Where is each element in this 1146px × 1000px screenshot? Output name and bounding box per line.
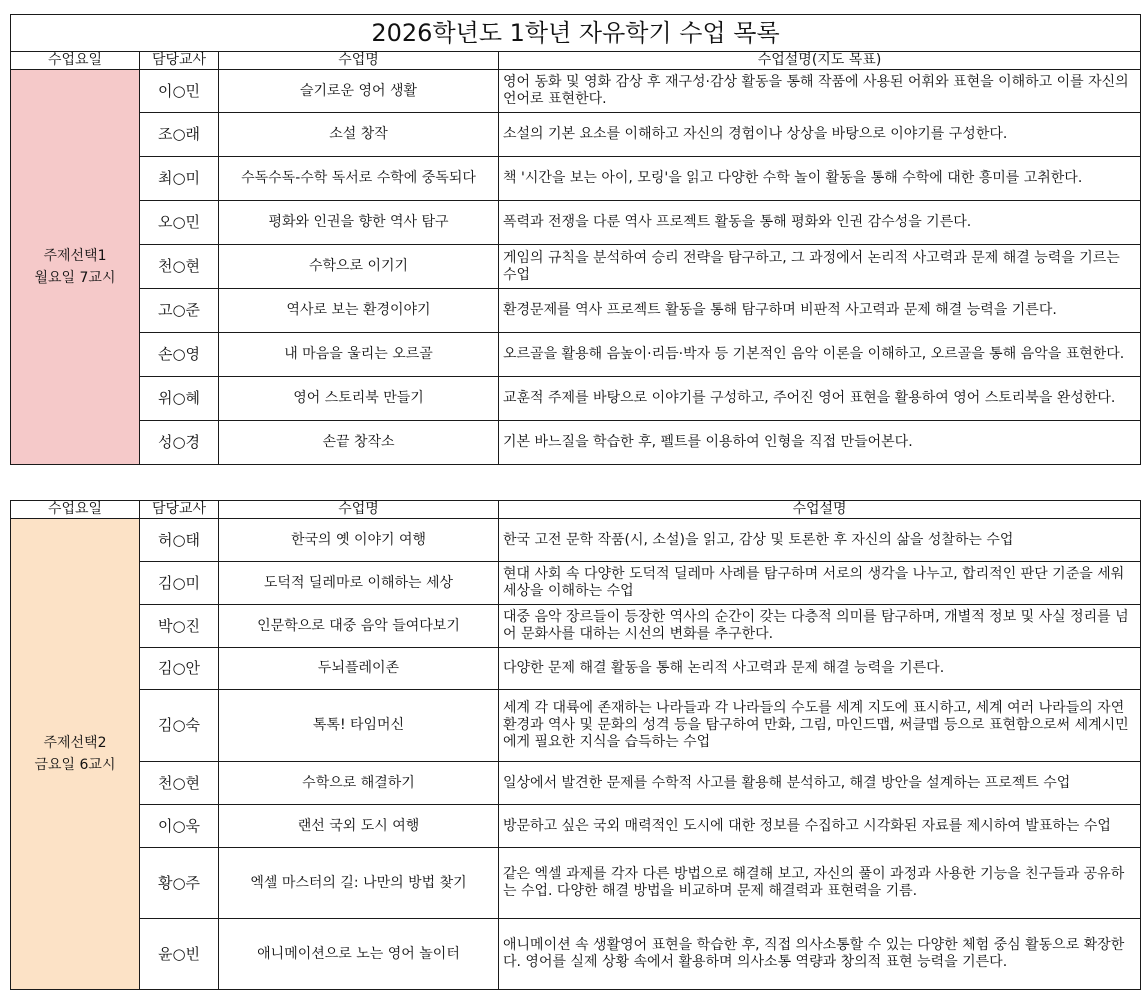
course-cell: 인문학으로 대중 음악 들여다보기 — [219, 605, 499, 648]
description-cell: 환경문제를 역사 프로젝트 활동을 통해 탐구하며 비판적 사고력과 문제 해결 능력을 기른다. — [499, 289, 1141, 333]
table-row — [11, 919, 1141, 990]
description-cell: 다양한 문제 해결 활동을 통해 논리적 사고력과 문제 해결 능력을 기른다. — [499, 648, 1141, 690]
description-cell: 애니메이션 속 생활영어 표현을 학습한 후, 직접 의사소통할 수 있는 다양한 체험 중심 활동으로 확장한다. 영어를 실제 상황 속에서 활용하며 의사소통 역량과 창의적 표현 능력을 기른다. — [499, 919, 1141, 990]
teacher-cell: 황○주 — [140, 848, 219, 919]
header-course: 수업명 — [219, 501, 499, 519]
course-cell: 영어 스토리북 만들기 — [219, 377, 499, 421]
description-cell: 일상에서 발견한 문제를 수학적 사고를 활용해 분석하고, 해결 방안을 설계하는 프로젝트 수업 — [499, 762, 1141, 805]
table-row — [11, 848, 1141, 919]
description-cell: 기본 바느질을 학습한 후, 펠트를 이용하여 인형을 직접 만들어본다. — [499, 421, 1141, 465]
table-row — [11, 805, 1141, 848]
header-teacher: 담당교사 — [140, 501, 219, 519]
table-row — [11, 113, 1141, 157]
table-row — [11, 519, 1141, 562]
description-cell: 영어 동화 및 영화 감상 후 재구성·감상 활동을 통해 작품에 사용된 어휘와 표현을 이해하고 이를 자신의 언어로 표현한다. — [499, 70, 1141, 113]
description-cell: 대중 음악 장르들이 등장한 역사의 순간이 갖는 다층적 의미를 탐구하며, 개별적 정보 및 사실 정리를 넘어 문화사를 대하는 시선의 변화를 추구한다. — [499, 605, 1141, 648]
header-day: 수업요일 — [11, 52, 140, 70]
course-cell: 수독수독-수학 독서로 수학에 중독되다 — [219, 157, 499, 201]
teacher-cell: 김○숙 — [140, 690, 219, 762]
teacher-cell: 윤○빈 — [140, 919, 219, 990]
teacher-cell: 허○태 — [140, 519, 219, 562]
header-description: 수업설명 — [499, 501, 1141, 519]
description-cell: 같은 엑셀 과제를 각자 다른 방법으로 해결해 보고, 자신의 풀이 과정과 사용한 기능을 친구들과 공유하는 수업. 다양한 해결 방법을 비교하며 문제 해결력과 표현력을 기름. — [499, 848, 1141, 919]
schedule-table-monday — [10, 14, 1141, 465]
teacher-cell: 천○현 — [140, 245, 219, 289]
course-cell: 도덕적 딜레마로 이해하는 세상 — [219, 562, 499, 605]
table-row — [11, 421, 1141, 465]
description-cell: 현대 사회 속 다양한 도덕적 딜레마 사례를 탐구하며 서로의 생각을 나누고, 합리적인 판단 기준을 세워 세상을 이해하는 수업 — [499, 562, 1141, 605]
teacher-cell: 천○현 — [140, 762, 219, 805]
course-cell: 소설 창작 — [219, 113, 499, 157]
teacher-cell: 최○미 — [140, 157, 219, 201]
course-cell: 톡톡! 타임머신 — [219, 690, 499, 762]
description-cell: 방문하고 싶은 국외 매력적인 도시에 대한 정보를 수집하고 시각화된 자료를 제시하여 발표하는 수업 — [499, 805, 1141, 848]
teacher-cell: 김○안 — [140, 648, 219, 690]
description-cell: 교훈적 주제를 바탕으로 이야기를 구성하고, 주어진 영어 표현을 활용하여 영어 스토리북을 완성한다. — [499, 377, 1141, 421]
table-row — [11, 605, 1141, 648]
description-cell: 폭력과 전쟁을 다룬 역사 프로젝트 활동을 통해 평화와 인권 감수성을 기른다. — [499, 201, 1141, 245]
description-cell: 게임의 규칙을 분석하여 승리 전략을 탐구하고, 그 과정에서 논리적 사고력과 문제 해결 능력을 기르는 수업 — [499, 245, 1141, 289]
table-header-row — [11, 501, 1141, 519]
course-cell: 손끝 창작소 — [219, 421, 499, 465]
table-row — [11, 70, 1141, 113]
header-teacher: 담당교사 — [140, 52, 219, 70]
course-cell: 랜선 국외 도시 여행 — [219, 805, 499, 848]
course-cell: 두뇌플레이존 — [219, 648, 499, 690]
course-cell: 수학으로 이기기 — [219, 245, 499, 289]
teacher-cell: 고○준 — [140, 289, 219, 333]
header-description: 수업설명(지도 목표) — [499, 52, 1141, 70]
header-course: 수업명 — [219, 52, 499, 70]
description-cell: 세계 각 대륙에 존재하는 나라들과 각 나라들의 수도를 세계 지도에 표시하고, 세계 여러 나라들의 자연환경과 역사 및 문화의 성격 등을 탐구하여 만화, 그림, 마인드맵, 써클맵 등으로 표현함으로써 세계시민에게 필요한 지식을 습득하는 수업 — [499, 690, 1141, 762]
header-day: 수업요일 — [11, 501, 140, 519]
table-row — [11, 333, 1141, 377]
course-cell: 한국의 옛 이야기 여행 — [219, 519, 499, 562]
teacher-cell: 조○래 — [140, 113, 219, 157]
table-row — [11, 157, 1141, 201]
course-cell: 슬기로운 영어 생활 — [219, 70, 499, 113]
teacher-cell: 박○진 — [140, 605, 219, 648]
teacher-cell: 위○혜 — [140, 377, 219, 421]
group-label-friday — [11, 519, 140, 990]
table-row — [11, 562, 1141, 605]
table-row — [11, 377, 1141, 421]
table-row — [11, 648, 1141, 690]
description-cell: 오르골을 활용해 음높이·리듬·박자 등 기본적인 음악 이론을 이해하고, 오르골을 통해 음악을 표현한다. — [499, 333, 1141, 377]
group-label-line2: 금요일 6교시 — [34, 757, 116, 773]
table-row — [11, 245, 1141, 289]
table-header-row — [11, 52, 1141, 70]
teacher-cell: 성○경 — [140, 421, 219, 465]
course-cell: 수학으로 해결하기 — [219, 762, 499, 805]
table-row — [11, 201, 1141, 245]
course-cell: 내 마음을 울리는 오르골 — [219, 333, 499, 377]
teacher-cell: 이○욱 — [140, 805, 219, 848]
teacher-cell: 손○영 — [140, 333, 219, 377]
teacher-cell: 이○민 — [140, 70, 219, 113]
course-cell: 엑셀 마스터의 길: 나만의 방법 찾기 — [219, 848, 499, 919]
table-row — [11, 289, 1141, 333]
course-cell: 애니메이션으로 노는 영어 놀이터 — [219, 919, 499, 990]
group-label-line1: 주제선택1 — [43, 248, 107, 264]
description-cell: 한국 고전 문학 작품(시, 소설)을 읽고, 감상 및 토론한 후 자신의 삶을 성찰하는 수업 — [499, 519, 1141, 562]
group-label-line2: 월요일 7교시 — [34, 270, 116, 286]
table-row — [11, 762, 1141, 805]
teacher-cell: 오○민 — [140, 201, 219, 245]
course-cell: 평화와 인권을 향한 역사 탐구 — [219, 201, 499, 245]
table-row — [11, 690, 1141, 762]
course-cell: 역사로 보는 환경이야기 — [219, 289, 499, 333]
teacher-cell: 김○미 — [140, 562, 219, 605]
description-cell: 책 '시간을 보는 아이, 모링'을 읽고 다양한 수학 놀이 활동을 통해 수학에 대한 흥미를 고취한다. — [499, 157, 1141, 201]
group-label-monday — [11, 70, 140, 465]
description-cell: 소설의 기본 요소를 이해하고 자신의 경험이나 상상을 바탕으로 이야기를 구성한다. — [499, 113, 1141, 157]
group-label-line1: 주제선택2 — [43, 735, 107, 751]
schedule-table-friday — [10, 500, 1141, 990]
page-title: 2026학년도 1학년 자유학기 수업 목록 — [11, 15, 1141, 52]
